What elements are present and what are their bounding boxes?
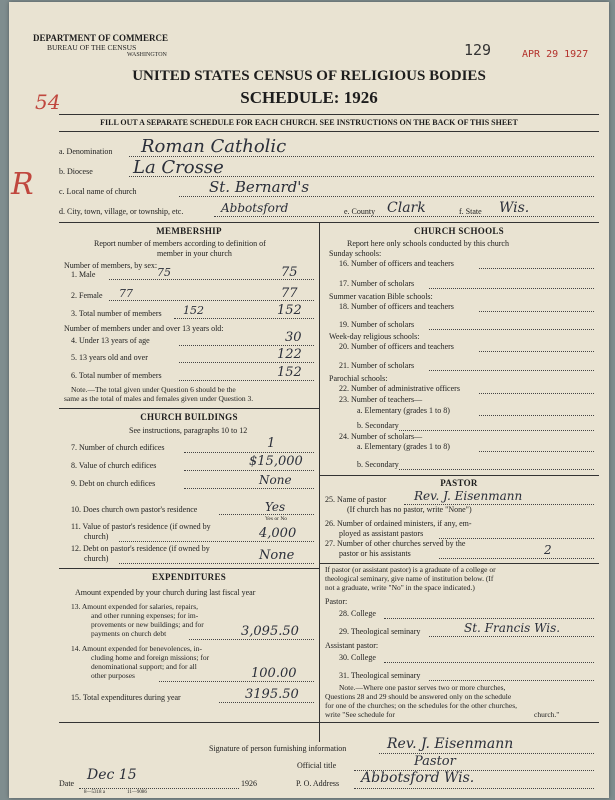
q25-pastor-name: Rev. J. Eisenmann xyxy=(414,489,523,503)
q8-value-value: $15,000 xyxy=(249,454,303,469)
city-label: WASHINGTON xyxy=(127,52,167,58)
bureau-label: BUREAU OF THE CENSUS xyxy=(47,43,137,52)
po-address-label: P. O. Address xyxy=(296,779,340,788)
q23-label: 23. Number of teachers— xyxy=(339,395,423,404)
q9-debt-value: None xyxy=(259,473,292,487)
q11-residence-value-label-2: church) xyxy=(84,532,109,541)
membership-intro: Report number of members according to definition of xyxy=(94,239,266,248)
local-church-name-label: c. Local name of church xyxy=(59,187,137,196)
q5-over13-value: 122 xyxy=(277,347,302,362)
denomination-value: Roman Catholic xyxy=(141,136,287,157)
q14-label-line3: denominational support; and for all xyxy=(91,662,197,671)
q26-label-2: ployed as assistant pastors xyxy=(339,529,424,538)
q23a-label: a. Elementary (grades 1 to 8) xyxy=(357,406,450,415)
q2-female-label: 2. Female xyxy=(71,291,103,300)
state-value: Wis. xyxy=(499,200,530,216)
q21-label: 21. Number of scholars xyxy=(339,361,415,370)
city-label-field: d. City, town, village, or township, etc. xyxy=(59,207,184,216)
weekday-schools-label: Week-day religious schools: xyxy=(329,332,420,341)
q30-label: 30. College xyxy=(339,653,376,662)
q22-label: 22. Number of administrative officers xyxy=(339,384,460,393)
q16-label: 16. Number of officers and teachers xyxy=(339,259,454,268)
po-address-value: Abbotsford Wis. xyxy=(361,770,475,786)
state-label: f. State xyxy=(459,207,482,216)
assistant-pastor-subheading: Assistant pastor: xyxy=(325,641,379,650)
buildings-heading: CHURCH BUILDINGS xyxy=(140,412,238,422)
q24a-label: a. Elementary (grades 1 to 8) xyxy=(357,442,450,451)
q24-label: 24. Number of scholars— xyxy=(339,432,423,441)
expenditures-intro: Amount expended by your church during last fiscal year xyxy=(75,588,256,597)
q11-residence-value: 4,000 xyxy=(259,526,297,541)
q27-label: 27. Number of other churches served by the xyxy=(325,539,466,548)
q8-value-label: 8. Value of church edifices xyxy=(71,461,157,470)
q6-total-label: 6. Total number of members xyxy=(71,371,162,380)
q10-owns-residence-label: 10. Does church own pastor's residence xyxy=(71,505,198,514)
county-value: Clark xyxy=(387,200,426,216)
schedule-title: SCHEDULE: 1926 xyxy=(240,88,378,107)
q3-total-pencil: 152 xyxy=(183,304,204,317)
graduate-note: If pastor (or assistant pastor) is a graduate of a college or xyxy=(325,565,496,574)
q13-label-line2: and other running expenses; for im- xyxy=(91,611,199,620)
form-number: 129 xyxy=(464,41,492,59)
q1-male-pencil: 75 xyxy=(157,266,171,279)
q6-total-value: 152 xyxy=(277,365,302,380)
q26-label: 26. Number of ordained ministers, if any, em- xyxy=(325,519,472,528)
parochial-schools-label: Parochial schools: xyxy=(329,374,388,383)
q5-over13-label: 5. 13 years old and over xyxy=(71,353,148,362)
yes-or-no-hint: Yes or No xyxy=(265,516,288,522)
official-title-value: Pastor xyxy=(414,754,456,769)
graduate-note-2: theological seminary, give name of institution below. (If xyxy=(325,574,494,583)
department-label: DEPARTMENT OF COMMERCE xyxy=(33,33,169,43)
q15-total-value: 3195.50 xyxy=(245,687,299,702)
date-year: 1926 xyxy=(241,779,257,788)
q3-total-label: 3. Total number of members xyxy=(71,309,162,318)
received-date-stamp: APR 29 1927 xyxy=(522,49,589,60)
print-code-2: 11—9086 xyxy=(127,790,147,795)
pastor-note-5: church." xyxy=(534,710,560,719)
instructions-banner: FILL OUT A SEPARATE SCHEDULE FOR EACH CHURCH. SEE INSTRUCTIONS ON THE BACK OF THIS SHEET xyxy=(100,118,518,127)
q11-residence-value-label: 11. Value of pastor's residence (if owned by xyxy=(71,522,211,531)
membership-note: Note.—The total given under Question 6 should be the xyxy=(71,385,236,394)
q7-edifices-value: 1 xyxy=(267,436,276,451)
date-value: Dec 15 xyxy=(87,767,137,783)
pastor-heading: PASTOR xyxy=(440,478,478,488)
summer-schools-label: Summer vacation Bible schools: xyxy=(329,292,433,301)
q29-label: 29. Theological seminary xyxy=(339,627,421,636)
city-value: Abbotsford xyxy=(221,201,289,215)
q13-label-line4: payments on church debt xyxy=(91,629,167,638)
membership-heading: MEMBERSHIP xyxy=(156,226,222,236)
q3-total-value: 152 xyxy=(277,303,302,318)
q31-label: 31. Theological seminary xyxy=(339,671,421,680)
county-label: e. County xyxy=(344,207,376,216)
q19-label: 19. Number of scholars xyxy=(339,320,415,329)
q12-residence-debt-value: None xyxy=(259,548,295,563)
margin-pencil-mark: 54 xyxy=(35,90,61,114)
q13-label-line3: provements or new buildings; and for xyxy=(91,620,204,629)
q15-total-label: 15. Total expenditures during year xyxy=(71,693,181,702)
membership-note-2: same as the total of males and females given under Question 3. xyxy=(64,394,254,403)
local-church-name-value: St. Bernard's xyxy=(209,178,310,196)
side-pencil-mark: R xyxy=(11,167,34,202)
q13-label-line1: 13. Amount expended for salaries, repairs, xyxy=(71,602,199,611)
pastor-note-4: write "See schedule for xyxy=(325,710,395,719)
expenditures-heading: EXPENDITURES xyxy=(151,572,227,582)
q17-label: 17. Number of scholars xyxy=(339,279,415,288)
q13-amount-value: 3,095.50 xyxy=(241,624,299,639)
pastor-note-2: Questions 28 and 29 should be answered only on the schedule xyxy=(325,692,512,701)
print-code: 8—5318 a xyxy=(84,790,105,795)
graduate-note-3: not a graduate, write "No" in the space indicated.) xyxy=(325,583,475,592)
q14-label-line4: other purposes xyxy=(91,671,135,680)
q9-debt-label: 9. Debt on church edifices xyxy=(71,479,156,488)
q24b-label: b. Secondary xyxy=(357,460,399,469)
q7-edifices-label: 7. Number of church edifices xyxy=(71,443,165,452)
q4-under13-label: 4. Under 13 years of age xyxy=(71,336,150,345)
q27-label-2: pastor or his assistants xyxy=(339,549,411,558)
q14-label-line2: cluding home and foreign missions; for xyxy=(91,653,210,662)
buildings-subheading: See instructions, paragraphs 10 to 12 xyxy=(129,426,248,435)
pastor-note-3: for one of the churches; on the schedules for the other churches, xyxy=(325,701,518,710)
denomination-label: a. Denomination xyxy=(59,147,113,156)
q2-female-value: 77 xyxy=(281,286,298,301)
q2-female-pencil: 77 xyxy=(119,287,133,300)
q14-label-line1: 14. Amount expended for benevolences, in- xyxy=(71,644,203,653)
pastor-note: Note.—Where one pastor serves two or more churches, xyxy=(339,683,506,692)
age-intro-label: Number of members under and over 13 years old: xyxy=(64,324,224,333)
q28-label: 28. College xyxy=(339,609,376,618)
schools-heading: CHURCH SCHOOLS xyxy=(414,226,504,236)
schools-intro: Report here only schools conducted by this church xyxy=(347,239,509,248)
q25-note: (If church has no pastor, write "None") xyxy=(347,505,472,514)
q18-label: 18. Number of officers and teachers xyxy=(339,302,454,311)
q29-seminary-value: St. Francis Wis. xyxy=(464,621,561,635)
official-title-label: Official title xyxy=(297,761,337,770)
census-schedule-sheet xyxy=(9,2,609,798)
membership-intro-2: member in your church xyxy=(157,249,232,258)
q25-label: 25. Name of pastor xyxy=(325,495,387,504)
signature-label: Signature of person furnishing information xyxy=(209,744,347,753)
q4-under13-value: 30 xyxy=(285,330,302,345)
q1-male-value: 75 xyxy=(281,265,298,280)
by-sex-label: Number of members, by sex: xyxy=(64,261,158,270)
form-title: UNITED STATES CENSUS OF RELIGIOUS BODIES xyxy=(132,68,486,84)
q1-male-label: 1. Male xyxy=(71,270,96,279)
q10-owns-residence-value: Yes xyxy=(265,500,286,514)
signature-value: Rev. J. Eisenmann xyxy=(387,736,514,752)
pastor-subheading: Pastor: xyxy=(325,597,348,606)
q20-label: 20. Number of officers and teachers xyxy=(339,342,454,351)
diocese-value: La Crosse xyxy=(133,157,224,178)
q12-residence-debt-label-2: church) xyxy=(84,554,109,563)
sunday-schools-label: Sunday schools: xyxy=(329,249,382,258)
q12-residence-debt-label: 12. Debt on pastor's residence (if owned by xyxy=(71,544,210,553)
q23b-label: b. Secondary xyxy=(357,421,399,430)
diocese-label: b. Diocese xyxy=(59,167,93,176)
date-label: Date xyxy=(59,779,75,788)
q14-amount-value: 100.00 xyxy=(251,666,297,681)
q27-value: 2 xyxy=(544,543,552,557)
